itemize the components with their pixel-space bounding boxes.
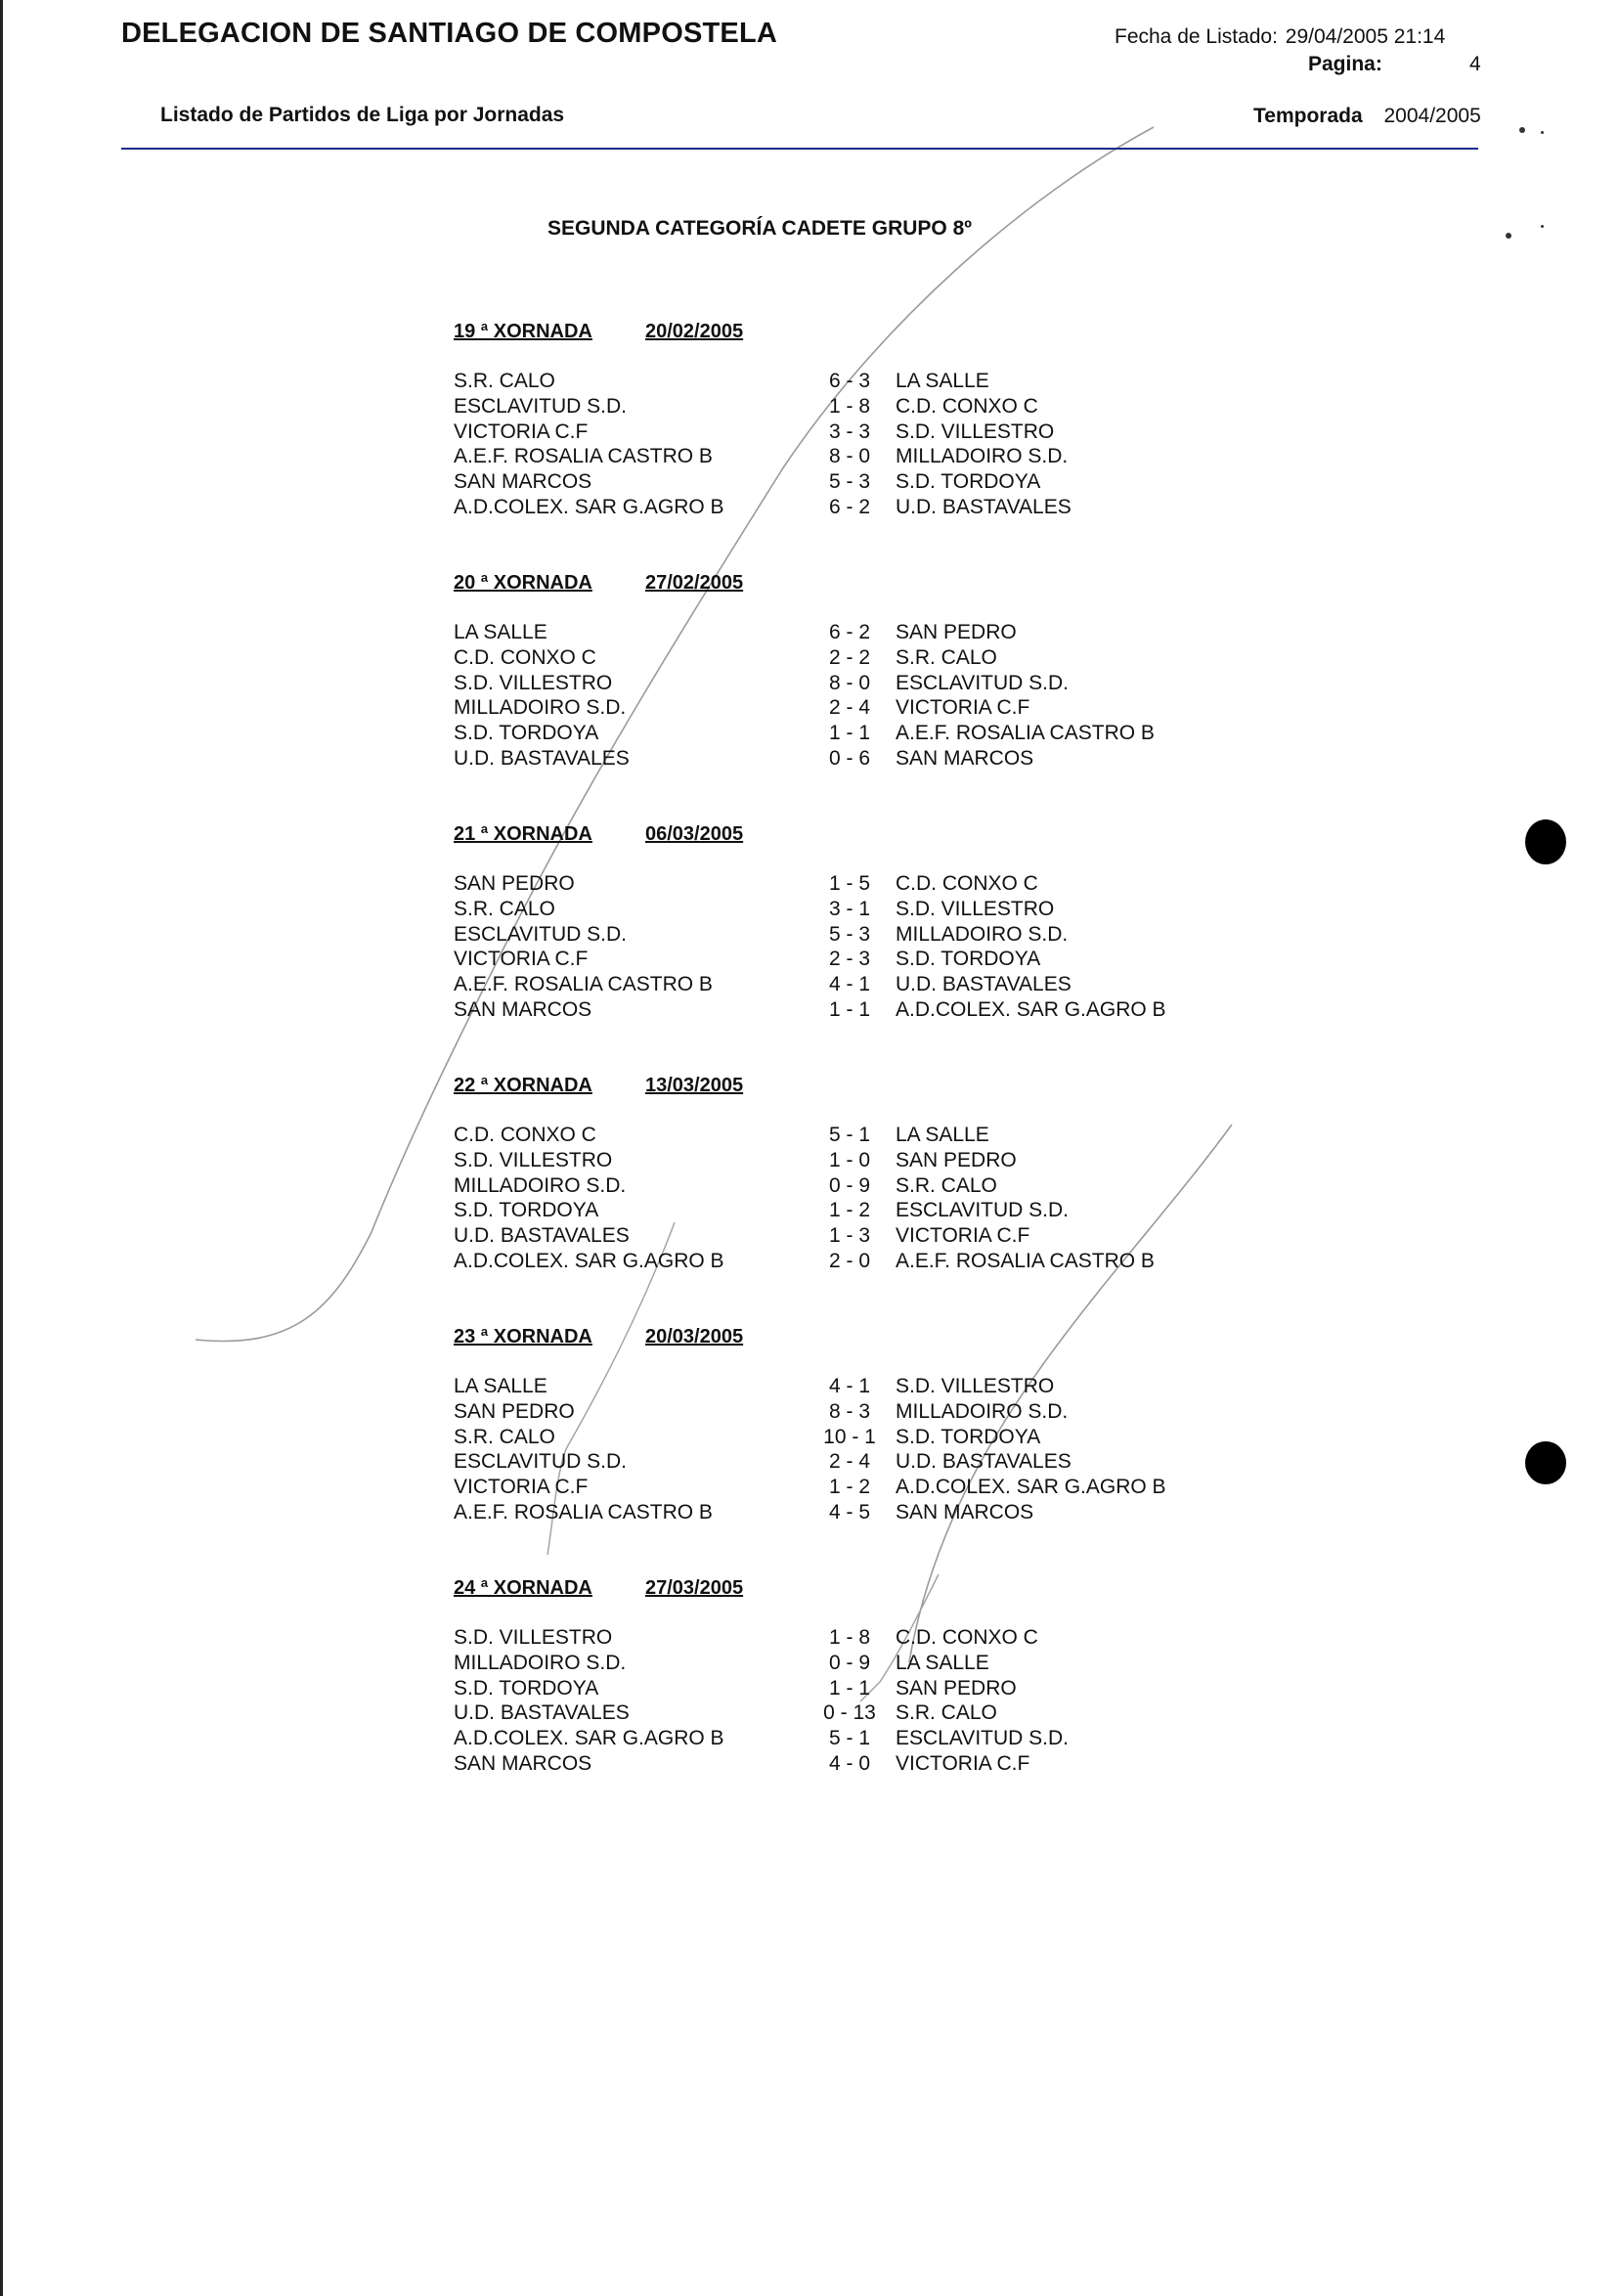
match-score: 2 - 4: [828, 696, 871, 719]
match-score: 2 - 0: [828, 1250, 871, 1272]
home-team: MILLADOIRO S.D.: [454, 1174, 627, 1197]
round-date: 06/03/2005: [645, 823, 744, 845]
home-team: SAN MARCOS: [454, 998, 592, 1021]
ink-speck: [1519, 127, 1525, 133]
home-team: A.D.COLEX. SAR G.AGRO B: [454, 1727, 724, 1749]
home-team: LA SALLE: [454, 621, 547, 643]
home-team: SAN PEDRO: [454, 1400, 575, 1423]
category-title: SEGUNDA CATEGORÍA CADETE GRUPO 8º: [547, 217, 972, 240]
home-team: ESCLAVITUD S.D.: [454, 395, 627, 418]
away-team: SAN MARCOS: [896, 1501, 1034, 1523]
listing-date-value: 29/04/2005 21:14: [1285, 25, 1446, 48]
home-team: A.D.COLEX. SAR G.AGRO B: [454, 496, 724, 518]
away-team: ESCLAVITUD S.D.: [896, 1199, 1069, 1221]
away-team: LA SALLE: [896, 370, 989, 392]
punch-hole-upper: [1525, 819, 1566, 864]
page-label: Pagina:: [1308, 53, 1382, 75]
match-score: 1 - 2: [828, 1476, 871, 1498]
round-title: 22 ª XORNADA: [454, 1075, 592, 1096]
home-team: S.D. TORDOYA: [454, 1677, 599, 1700]
away-team: VICTORIA C.F: [896, 696, 1030, 719]
away-team: A.D.COLEX. SAR G.AGRO B: [896, 998, 1166, 1021]
home-team: SAN MARCOS: [454, 470, 592, 493]
match-score: 4 - 0: [828, 1752, 871, 1775]
listing-date-label: Fecha de Listado:: [1115, 25, 1278, 48]
season-label: Temporada: [1253, 105, 1363, 127]
round-date: 27/02/2005: [645, 572, 744, 594]
match-score: 5 - 3: [828, 470, 871, 493]
match-score: 8 - 0: [828, 445, 871, 467]
home-team: SAN PEDRO: [454, 872, 575, 895]
away-team: SAN PEDRO: [896, 1677, 1017, 1700]
round-date: 13/03/2005: [645, 1075, 744, 1096]
home-team: S.R. CALO: [454, 1426, 555, 1448]
match-score: 2 - 4: [828, 1450, 871, 1473]
home-team: C.D. CONXO C: [454, 1124, 596, 1146]
home-team: A.E.F. ROSALIA CASTRO B: [454, 1501, 713, 1523]
round-title: 24 ª XORNADA: [454, 1577, 592, 1599]
organization-title: DELEGACION DE SANTIAGO DE COMPOSTELA: [121, 18, 778, 49]
home-team: MILLADOIRO S.D.: [454, 696, 627, 719]
home-team: ESCLAVITUD S.D.: [454, 1450, 627, 1473]
match-score: 6 - 2: [828, 496, 871, 518]
home-team: MILLADOIRO S.D.: [454, 1652, 627, 1674]
match-score: 8 - 3: [828, 1400, 871, 1423]
match-score: 0 - 9: [828, 1652, 871, 1674]
away-team: SAN PEDRO: [896, 1149, 1017, 1171]
home-team: C.D. CONXO C: [454, 646, 596, 669]
home-team: S.D. VILLESTRO: [454, 1626, 613, 1649]
match-score: 10 - 1: [823, 1426, 876, 1448]
away-team: S.R. CALO: [896, 1174, 997, 1197]
page-number: 4: [1469, 53, 1481, 75]
match-score: 4 - 5: [828, 1501, 871, 1523]
home-team: S.R. CALO: [454, 370, 555, 392]
away-team: C.D. CONXO C: [896, 872, 1038, 895]
match-score: 1 - 0: [828, 1149, 871, 1171]
away-team: S.D. TORDOYA: [896, 1426, 1041, 1448]
away-team: S.D. TORDOYA: [896, 948, 1041, 970]
home-team: S.R. CALO: [454, 898, 555, 920]
home-team: S.D. VILLESTRO: [454, 1149, 613, 1171]
away-team: C.D. CONXO C: [896, 1626, 1038, 1649]
away-team: U.D. BASTAVALES: [896, 1450, 1072, 1473]
match-score: 0 - 6: [828, 747, 871, 770]
match-score: 0 - 13: [823, 1701, 876, 1724]
home-team: S.D. TORDOYA: [454, 1199, 599, 1221]
match-score: 4 - 1: [828, 973, 871, 995]
match-score: 6 - 2: [828, 621, 871, 643]
match-score: 1 - 2: [828, 1199, 871, 1221]
home-team: SAN MARCOS: [454, 1752, 592, 1775]
match-score: 8 - 0: [828, 672, 871, 694]
match-score: 1 - 1: [828, 722, 871, 744]
away-team: C.D. CONXO C: [896, 395, 1038, 418]
away-team: S.D. VILLESTRO: [896, 1375, 1055, 1397]
away-team: S.R. CALO: [896, 646, 997, 669]
match-score: 3 - 1: [828, 898, 871, 920]
away-team: A.E.F. ROSALIA CASTRO B: [896, 722, 1155, 744]
home-team: U.D. BASTAVALES: [454, 1701, 630, 1724]
away-team: A.D.COLEX. SAR G.AGRO B: [896, 1476, 1166, 1498]
match-score: 6 - 3: [828, 370, 871, 392]
match-score: 1 - 3: [828, 1224, 871, 1247]
away-team: MILLADOIRO S.D.: [896, 445, 1069, 467]
season: [1253, 105, 1481, 128]
away-team: S.R. CALO: [896, 1701, 997, 1724]
match-score: 1 - 8: [828, 395, 871, 418]
match-score: 1 - 1: [828, 1677, 871, 1700]
home-team: VICTORIA C.F: [454, 420, 589, 443]
home-team: A.E.F. ROSALIA CASTRO B: [454, 973, 713, 995]
header-divider: [121, 148, 1478, 150]
home-team: U.D. BASTAVALES: [454, 1224, 630, 1247]
match-score: 0 - 9: [828, 1174, 871, 1197]
away-team: MILLADOIRO S.D.: [896, 923, 1069, 946]
match-score: 4 - 1: [828, 1375, 871, 1397]
home-team: LA SALLE: [454, 1375, 547, 1397]
away-team: U.D. BASTAVALES: [896, 496, 1072, 518]
away-team: ESCLAVITUD S.D.: [896, 1727, 1069, 1749]
match-score: 1 - 1: [828, 998, 871, 1021]
away-team: LA SALLE: [896, 1652, 989, 1674]
home-team: A.D.COLEX. SAR G.AGRO B: [454, 1250, 724, 1272]
round-date: 27/03/2005: [645, 1577, 744, 1599]
report-subtitle: Listado de Partidos de Liga por Jornadas: [160, 104, 565, 126]
away-team: MILLADOIRO S.D.: [896, 1400, 1069, 1423]
away-team: LA SALLE: [896, 1124, 989, 1146]
season-value: 2004/2005: [1383, 105, 1481, 127]
home-team: U.D. BASTAVALES: [454, 747, 630, 770]
ink-speck: [1506, 233, 1511, 239]
round-title: 23 ª XORNADA: [454, 1326, 592, 1347]
listing-date: [1115, 25, 1445, 49]
home-team: S.D. TORDOYA: [454, 722, 599, 744]
away-team: U.D. BASTAVALES: [896, 973, 1072, 995]
away-team: SAN MARCOS: [896, 747, 1034, 770]
away-team: S.D. VILLESTRO: [896, 420, 1055, 443]
match-score: 1 - 8: [828, 1626, 871, 1649]
scan-edge: [0, 0, 3, 2296]
round-date: 20/02/2005: [645, 321, 744, 342]
home-team: ESCLAVITUD S.D.: [454, 923, 627, 946]
round-title: 21 ª XORNADA: [454, 823, 592, 845]
match-score: 2 - 2: [828, 646, 871, 669]
round-title: 19 ª XORNADA: [454, 321, 592, 342]
away-team: A.E.F. ROSALIA CASTRO B: [896, 1250, 1155, 1272]
round-title: 20 ª XORNADA: [454, 572, 592, 594]
ink-speck: [1541, 131, 1544, 134]
away-team: ESCLAVITUD S.D.: [896, 672, 1069, 694]
away-team: S.D. VILLESTRO: [896, 898, 1055, 920]
away-team: S.D. TORDOYA: [896, 470, 1041, 493]
away-team: SAN PEDRO: [896, 621, 1017, 643]
match-score: 5 - 1: [828, 1124, 871, 1146]
ink-speck: [1541, 225, 1544, 228]
match-score: 3 - 3: [828, 420, 871, 443]
match-score: 1 - 5: [828, 872, 871, 895]
match-score: 5 - 3: [828, 923, 871, 946]
match-score: 5 - 1: [828, 1727, 871, 1749]
round-date: 20/03/2005: [645, 1326, 744, 1347]
home-team: S.D. VILLESTRO: [454, 672, 613, 694]
home-team: A.E.F. ROSALIA CASTRO B: [454, 445, 713, 467]
match-score: 2 - 3: [828, 948, 871, 970]
punch-hole-lower: [1525, 1441, 1566, 1484]
home-team: VICTORIA C.F: [454, 1476, 589, 1498]
away-team: VICTORIA C.F: [896, 1224, 1030, 1247]
away-team: VICTORIA C.F: [896, 1752, 1030, 1775]
home-team: VICTORIA C.F: [454, 948, 589, 970]
